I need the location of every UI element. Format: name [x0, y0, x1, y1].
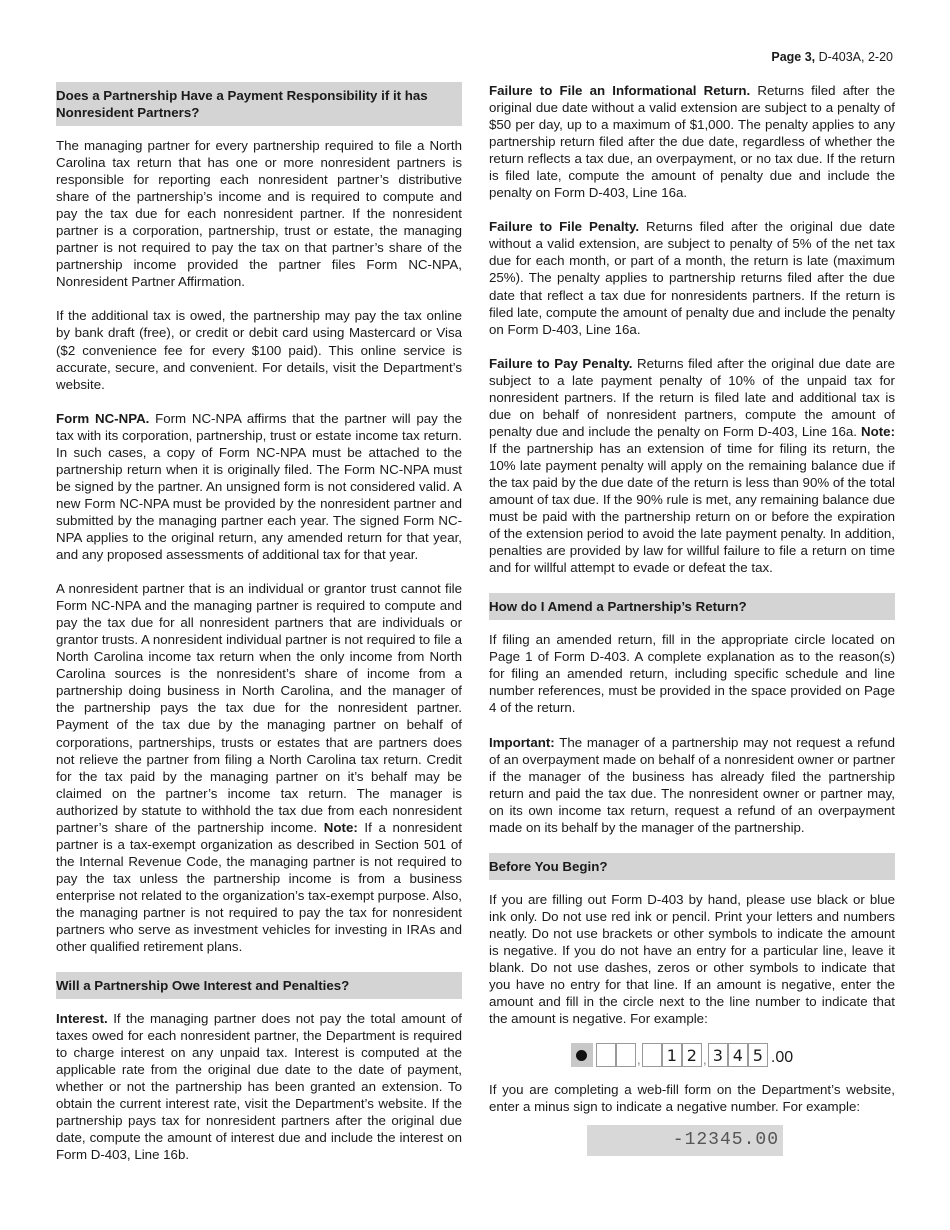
- section-heading-interest-penalties: Will a Partnership Owe Interest and Penalties?: [56, 972, 462, 999]
- digit-box: [642, 1043, 662, 1067]
- digit-box: [596, 1043, 616, 1067]
- paragraph-failure-to-pay: Failure to Pay Penalty. Returns filed after the original due date are subject to a late payment penalty of 10% of the unpaid tax for nonresident partners. If the return is filed late and additional tax is due on behalf of nonresident partners, compute the amount of penalty due and include the penalty on Form D-403, Line 16a. Note: If the partnership has an extension of time for filing its return, the 10% late payment penalty will apply on the remaining balance due if the tax paid by the due date of the return is less than 90% of the total amount of tax due. If the 90% rule is met, any remaining balance due must be paid with the partnership return on or before the expiration of the extension period to avoid the late payment penalty. In addition, penalties are provided by law for willful failure to file a return on time and for willful attempt to evade or defeat the tax.: [489, 355, 895, 576]
- digit-box: 2: [682, 1043, 702, 1067]
- page-label: Page 3,: [771, 50, 816, 64]
- webfill-example-field: -12345.00: [587, 1125, 783, 1156]
- paragraph-failure-informational: Failure to File an Informational Return. Returns filed after the original due date without a valid extension are subject to a penalty of $50 per day, up to a maximum of $1,000. The penalty applies to any partnership return filed after the due date, regardless of whether the return reflects a tax due, an overpayment, or no tax due. If the return is filed late, compute the amount of penalty due and include the penalty on Form D-403, Line 16a.: [489, 83, 895, 201]
- left-column: [56, 82, 462, 1181]
- paragraph-failure-to-file: Failure to File Penalty. Returns filed after the original due date without a valid extension, are subject to penalty of 5% of the net tax due for each month, or part of a month, the return is late (maximum 25%). The penalty applies to partnership returns filed after the due date that reflect a tax due for nonresidents partners. If the return is filed late, compute the amount of penalty due and include the penalty on Form D-403, Line 16a.: [489, 219, 895, 337]
- comma-separator: ,: [702, 1051, 707, 1068]
- filled-dot-icon: [576, 1050, 587, 1061]
- digit-box: 5: [748, 1043, 768, 1067]
- negative-circle: [571, 1043, 593, 1067]
- paragraph: The managing partner for every partnership required to file a North Carolina tax return that has one or more nonresident partners is responsible for reporting each nonresident partner’s distributive share of the partnership’s income and is required to compute and pay the tax due for each nonresident partner. If the nonresident partner is a corporation, partnership, trust or estate, the managing partner is not required to pay the tax on that partner’s share of the partnership income provided the partner files Form NC-NPA, Nonresident Partner Affirmation.: [56, 138, 462, 290]
- negative-amount-example: [567, 1037, 797, 1067]
- paragraph-web-fill: If you are completing a web-fill form on the Department’s website, enter a minus sign to indicate a negative number. For example:: [489, 1082, 895, 1115]
- digit-box: 3: [708, 1043, 728, 1067]
- paragraph-important: Important: The manager of a partnership may not request a refund of an overpayment made on behalf of a nonresident owner or partner if the manager of the business has already filed the partnership return and paid the tax due. The nonresident owner or partner may, on its own income tax return, request a refund of an overpayment made on its behalf by the manager of the partnership.: [489, 734, 895, 835]
- cents-label: .00: [770, 1049, 794, 1067]
- section-heading-amend: How do I Amend a Partnership’s Return?: [489, 593, 895, 620]
- paragraph: If the additional tax is owed, the partnership may pay the tax online by bank draft (free), or credit or debit card using Mastercard or Visa ($2 convenience fee for every $100 paid). This online service is accurate, secure, and convenient. For details, visit the Department’s website.: [56, 308, 462, 392]
- comma-separator: ,: [636, 1051, 641, 1068]
- right-column: [489, 82, 895, 1156]
- paragraph-interest: Interest. If the managing partner does not pay the total amount of taxes owed for each nonresident partner, the Department is required to charge interest on any unpaid tax. Interest is computed at the applicable rate from the original due date to the date of payment, whether or not the partnership has been granted an extension. To obtain the current interest rate, visit the Department’s website. If the partnership pays tax for nonresident partners after the original due date, compute the amount of interest due and include the interest on Form D-403, Line 16b.: [56, 1011, 462, 1163]
- paragraph-hand-fill: If you are filling out Form D-403 by hand, please use black or blue ink only. Do not use red ink or pencil. Print your letters and numbers neatly. Do not use brackets or other symbols to indicate the amount is negative. If you do not have an entry for a particular line, leave it blank. Do not use dashes, zeros or other symbols to indicate that you have no entry for that line. If an amount is negative, enter the amount and fill in the circle next to the line number to indicate that the amount is negative. For example:: [489, 891, 895, 1027]
- digit-box: [616, 1043, 636, 1067]
- paragraph-form-nc-npa: Form NC-NPA. Form NC-NPA affirms that the partner will pay the tax with its corporation, partnership, trust or estate income tax return. In such cases, a copy of Form NC-NPA must be attached to the partnership return when it is originally filed. The Form NC-NPA must be signed by the partner. An unsigned form is not considered valid. A new Form NC-NPA must be provided by the nonresident partner and submitted by the managing partner each year. The signed Form NC-NPA applies to the original return, any amended return for that year, and any proposed assessments of additional tax for that year.: [56, 410, 462, 563]
- paragraph-nonresident-individual: A nonresident partner that is an individual or grantor trust cannot file Form NC-NPA and the managing partner is required to compute and pay the tax due for all nonresident partners that are individuals or grantor trusts. A nonresident individual partner is not required to file a North Carolina income tax return when the only income from North Carolina sources is the nonresident’s share of income from a partnership doing business in North Carolina, and the manager of the partnership pays the tax due for the nonresident partner. Payment of the tax due by the managing partner on behalf of corporations, partnerships, trusts or estates that are partners does not relieve the partner from filing a North Carolina tax return. Credit for the tax paid by the managing partner on it’s behalf may be claimed on the partner’s income tax return. The manager is authorized by statute to withhold the tax due from each nonresident partner’s share of the partnership income. Note: If a nonresident partner is a tax-exempt organization as described in Section 501 of the Internal Revenue Code, the managing partner is not required to pay the tax unless the partnership income is from a business enterprise not related to the organization’s tax-exempt purpose. Also, the managing partner is not required to pay the tax for nonresident partners who serve as investment vehicles for investing in IRAs and other qualified retirement plans.: [56, 581, 462, 955]
- digit-box: 1: [662, 1043, 682, 1067]
- section-heading-payment-responsibility: Does a Partnership Have a Payment Responsibility if it has Nonresident Partners?: [56, 82, 462, 126]
- section-heading-before-you-begin: Before You Begin?: [489, 853, 895, 880]
- paragraph-amend: If filing an amended return, fill in the appropriate circle located on Page 1 of Form D-403. A complete explanation as to the reason(s) for filing an amended return, including specific schedule and line number references, must be provided in the space provided on Page 4 of the return.: [489, 632, 895, 716]
- form-id: D-403A, 2-20: [818, 50, 893, 64]
- digit-box: 4: [728, 1043, 748, 1067]
- page-header: [771, 50, 893, 64]
